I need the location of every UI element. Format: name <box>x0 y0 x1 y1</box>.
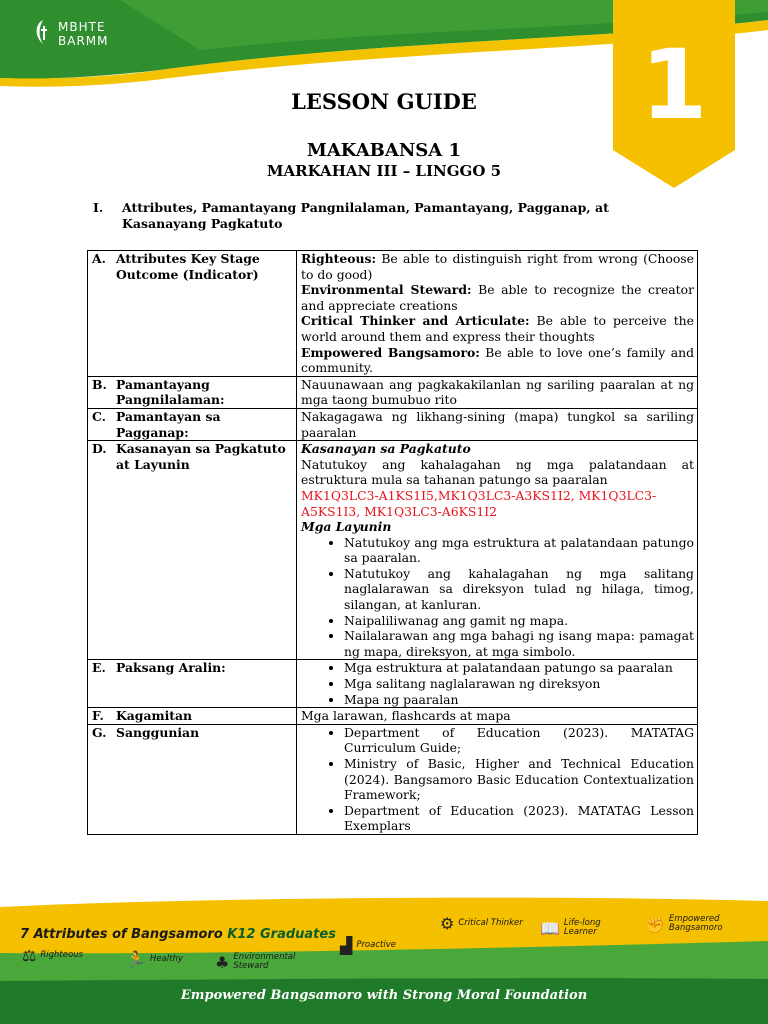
attribute-item: Environmental Steward: Be able to recognize the creator and appreciate creations <box>301 282 694 313</box>
table-row <box>88 724 698 834</box>
row-letter: B. <box>92 376 107 392</box>
list-item: • Ministry of Basic, Higher and Technical Education (2024). Bangsamoro Basic Education Contextualization Framework; <box>344 756 694 803</box>
list-item: • Natutukoy ang mga estruktura at palatandaan patungo sa paaralan. <box>344 535 694 566</box>
table-row <box>88 708 698 725</box>
footer-banner-graphic <box>0 893 768 1024</box>
row-label: Sanggunian <box>116 724 200 740</box>
table-row <box>88 376 698 408</box>
crescent-logo-icon <box>30 18 56 48</box>
person-icon: 🏃 <box>126 950 146 969</box>
topics-list <box>301 660 694 707</box>
row-letter: A. <box>92 251 106 266</box>
row-letter: F. <box>92 708 104 724</box>
list-item: • Department of Education (2023). MATATAG Curriculum Guide; <box>344 725 694 756</box>
row-label: Attributes Key Stage Outcome (Indicator) <box>116 251 260 282</box>
row-label: Pamantayan sa Pagganap: <box>116 408 221 440</box>
lesson-guide-table <box>87 250 698 835</box>
book-icon: 📖 <box>540 918 560 938</box>
row-value: Mga larawan, flashcards at mapa <box>297 708 698 725</box>
list-item: • Mapa ng paaralan <box>344 692 694 708</box>
brain-icon: ⚙ <box>440 914 455 933</box>
subheading-objectives: Mga Layunin <box>301 519 392 535</box>
attribute-lifelong: 📖 Life-long Learner <box>540 918 601 938</box>
attribute-steward: ♣ Environmental Steward <box>215 952 296 972</box>
section-title: Attributes, Pamantayang Pangnilalaman, Pamantayang, Pagganap, at Kasanayang Pagkatuto <box>122 200 609 231</box>
page-title: LESSON GUIDE <box>291 89 477 114</box>
quarter-title: MARKAHAN III – LINGGO 5 <box>266 162 502 180</box>
row-label: Paksang Aralin: <box>116 660 226 676</box>
list-item: • Mga estruktura at palatandaan patungo sa paaralan <box>344 660 694 676</box>
logo-line-2: BARMM <box>58 34 109 48</box>
subheading-competency: Kasanayan sa Pagkatuto <box>301 441 471 457</box>
row-letter: E. <box>92 660 106 676</box>
references-list <box>301 725 694 834</box>
competency-text: Natutukoy ang kahalagahan ng mga palatandaan at estruktura mula sa tahanan patungo sa paaralan <box>301 456 694 488</box>
row-label: Kasanayan sa Pagkatuto at Layunin <box>116 441 286 472</box>
table-row <box>88 408 698 440</box>
subject-title: MAKABANSA 1 <box>306 140 462 161</box>
competency-codes: MK1Q3LC3-A1KS1I5,MK1Q3LC3-A3KS1I2, MK1Q3LC3-A5KS1I3, MK1Q3LC3-A6KS1I2 <box>301 487 657 519</box>
mbhte-logo <box>30 18 130 58</box>
list-item: • Naipaliliwanag ang gamit ng mapa. <box>344 613 694 629</box>
logo-line-1: MBHTE <box>58 20 106 34</box>
table-row <box>88 251 698 377</box>
scales-icon: ⚖ <box>22 946 37 965</box>
list-item: • Natutukoy ang kahalagahan ng mga salitang naglalarawan sa direksyon tulad ng hilaga, timog, silangan, at kanluran. <box>344 566 694 613</box>
hands-plant-icon: ♣ <box>215 952 230 972</box>
fist-icon: ✊ <box>645 914 665 934</box>
objectives-list <box>301 535 694 660</box>
attribute-item: Righteous: Be able to distinguish right from wrong (Choose to do good) <box>301 251 694 282</box>
list-item: • Nailalarawan ang mga bahagi ng isang mapa: pamagat ng mapa, direksyon, at mga simbolo. <box>344 628 694 659</box>
attribute-critical: ⚙ Critical Thinker <box>440 914 523 933</box>
attribute-healthy: 🏃 Healthy <box>126 950 183 969</box>
list-item: • Department of Education (2023). MATATAG Lesson Exemplars <box>344 803 694 834</box>
row-value: Nauunawaan ang pagkakakilanlan ng sariling paaralan at ng mga taong bumubuo rito <box>297 376 698 408</box>
row-value: Nakagagawa ng likhang-sining (mapa) tungkol sa sariling paaralan <box>297 408 698 440</box>
row-label: Kagamitan <box>116 708 193 724</box>
attribute-proactive: ▟ Proactive <box>340 936 396 955</box>
badge-number: 1 <box>640 29 708 141</box>
footer-tagline: Empowered Bangsamoro with Strong Moral Foundation <box>180 988 588 1003</box>
footer-title: 7 Attributes of Bangsamoro K12 Graduates <box>20 927 336 942</box>
attribute-righteous: ⚖ Righteous <box>22 946 83 965</box>
attribute-empowered: ✊ Empowered Bangsamoro <box>645 914 723 934</box>
table-row <box>88 660 698 708</box>
row-letter: D. <box>92 441 107 457</box>
list-item: • Mga salitang naglalarawan ng direksyon <box>344 676 694 692</box>
row-letter: G. <box>92 724 107 740</box>
row-label: Pamantayang Pangnilalaman: <box>116 376 225 408</box>
section-number: I. <box>93 200 104 215</box>
attribute-item: Critical Thinker and Articulate: Be able to perceive the world around them and express their thoughts <box>301 313 694 344</box>
stairs-icon: ▟ <box>340 936 353 955</box>
row-letter: C. <box>92 408 106 424</box>
table-row <box>88 441 698 660</box>
attribute-item: Empowered Bangsamoro: Be able to love one’s family and community. <box>301 344 694 376</box>
page-footer <box>0 893 768 1024</box>
